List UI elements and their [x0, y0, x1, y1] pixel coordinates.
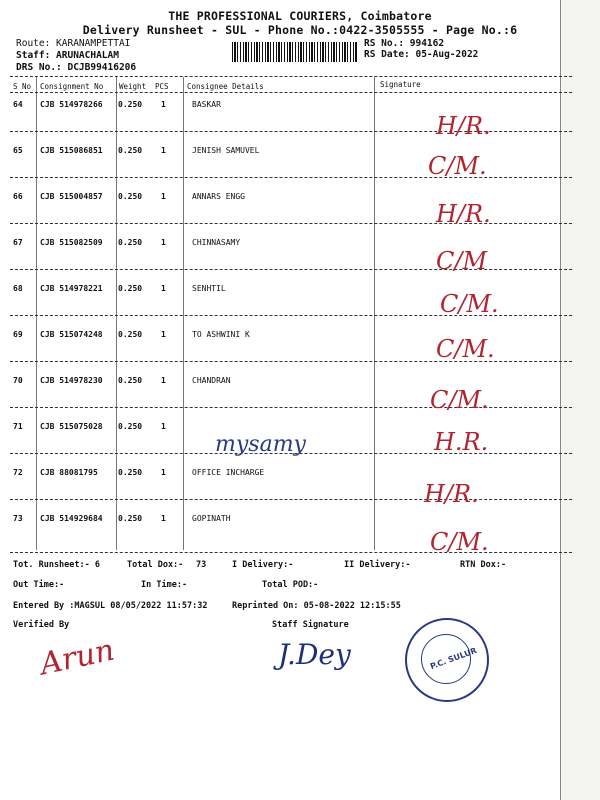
row-weight: 0.250 — [118, 468, 143, 477]
signature-64: H/R. — [436, 112, 491, 140]
row-sno: 71 — [13, 422, 23, 431]
col-divider — [36, 77, 37, 550]
row-separator — [10, 499, 572, 500]
signature-69: C/M. — [436, 335, 495, 363]
in-time: In Time:- — [141, 580, 188, 590]
row-separator — [10, 177, 572, 178]
consignee-signature-71: mysamy — [215, 432, 306, 457]
total-dox-label: Total Dox:- — [127, 560, 184, 570]
signature-70: C/M. — [430, 386, 489, 414]
row-pcs: 1 — [161, 146, 166, 155]
staff-signature: J.Dey — [278, 638, 351, 671]
row-consignee: BASKAR — [192, 100, 221, 109]
runsheet-title: Delivery Runsheet - SUL - Phone No.:0422-3505555 - Page No.:6 — [82, 23, 518, 37]
row-consignment-no: CJB 515086851 — [40, 146, 103, 155]
i-delivery: I Delivery:- — [232, 560, 294, 570]
staff-signature-label: Staff Signature — [272, 620, 349, 630]
row-sno: 73 — [13, 514, 23, 523]
office-stamp — [405, 618, 489, 702]
row-consignee: JENISH SAMUVEL — [192, 146, 260, 155]
col-consignee: Consignee Details — [187, 82, 264, 91]
row-pcs: 1 — [161, 376, 166, 385]
row-weight: 0.250 — [118, 422, 143, 431]
barcode — [232, 42, 357, 62]
row-consignment-no: CJB 88081795 — [40, 468, 98, 477]
total-pod: Total POD:- — [262, 580, 319, 590]
row-weight: 0.250 — [118, 100, 143, 109]
row-weight: 0.250 — [118, 238, 143, 247]
row-weight: 0.250 — [118, 376, 143, 385]
signature-73: C/M. — [430, 528, 489, 556]
row-consignment-no: CJB 514978266 — [40, 100, 103, 109]
col-divider — [116, 77, 117, 550]
row-pcs: 1 — [161, 238, 166, 247]
stamp-text: P.C. SULUR — [428, 645, 478, 672]
row-consignee: CHANDRAN — [192, 376, 231, 385]
row-pcs: 1 — [161, 284, 166, 293]
col-divider — [374, 77, 375, 550]
row-consignment-no: CJB 514929684 — [40, 514, 103, 523]
row-consignment-no: CJB 515082509 — [40, 238, 103, 247]
row-consignee: GOPINATH — [192, 514, 231, 523]
row-sno: 64 — [13, 100, 23, 109]
row-pcs: 1 — [161, 422, 166, 431]
entered-by: Entered By :MAGSUL 08/05/2022 11:57:32 — [13, 601, 208, 611]
table-top-rule — [10, 76, 572, 77]
signature-68: C/M. — [440, 290, 499, 318]
col-divider — [183, 77, 184, 550]
rtn-dox: RTN Dox:- — [460, 560, 507, 570]
row-consignment-no: CJB 514978221 — [40, 284, 103, 293]
route-label: Route: KARANAMPETTAI — [16, 38, 131, 49]
row-consignee: CHINNASAMY — [192, 238, 241, 247]
row-pcs: 1 — [161, 468, 166, 477]
col-signature: Signature — [380, 80, 421, 89]
row-weight: 0.250 — [118, 146, 143, 155]
row-sno: 67 — [13, 238, 23, 247]
signature-66: H/R. — [436, 200, 491, 228]
row-sno: 66 — [13, 192, 23, 201]
drs-number: DRS No.: DCJB99416206 — [16, 62, 137, 73]
row-consignee: ANNARS ENGG — [192, 192, 245, 201]
tot-runsheet: Tot. Runsheet:- 6 — [13, 560, 100, 570]
col-sno: S No — [13, 82, 32, 91]
col-consignment: Consignment No — [40, 82, 104, 91]
row-pcs: 1 — [161, 330, 166, 339]
col-weight: Weight — [119, 82, 147, 91]
rs-number: RS No.: 994162 — [364, 38, 445, 49]
row-weight: 0.250 — [118, 514, 143, 523]
reprinted-on: Reprinted On: 05-08-2022 12:15:55 — [232, 601, 401, 611]
signature-67: C/M — [436, 247, 488, 275]
row-pcs: 1 — [161, 100, 166, 109]
company-title: THE PROFESSIONAL COURIERS, Coimbatore — [168, 9, 432, 23]
signature-72: H/R. — [424, 480, 479, 508]
verified-by-label: Verified By — [13, 620, 70, 630]
row-consignee: OFFICE INCHARGE — [192, 468, 265, 477]
row-sno: 69 — [13, 330, 23, 339]
signature-71: H.R. — [434, 428, 489, 456]
row-weight: 0.250 — [118, 192, 143, 201]
row-consignment-no: CJB 515074248 — [40, 330, 103, 339]
table-bottom-rule — [10, 552, 572, 553]
row-pcs: 1 — [161, 192, 166, 201]
row-separator — [10, 269, 572, 270]
row-weight: 0.250 — [118, 330, 143, 339]
row-sno: 68 — [13, 284, 23, 293]
row-consignment-no: CJB 515004857 — [40, 192, 103, 201]
ii-delivery: II Delivery:- — [344, 560, 411, 570]
row-sno: 65 — [13, 146, 23, 155]
rs-date: RS Date: 05-Aug-2022 — [364, 49, 479, 60]
total-dox-value: 73 — [196, 560, 207, 570]
row-pcs: 1 — [161, 514, 166, 523]
row-consignment-no: CJB 515075028 — [40, 422, 103, 431]
verified-signature: Arun — [37, 632, 118, 683]
row-sno: 70 — [13, 376, 23, 385]
row-sno: 72 — [13, 468, 23, 477]
row-weight: 0.250 — [118, 284, 143, 293]
col-pcs: PCS — [155, 82, 169, 91]
row-consignee: SENHTIL — [192, 284, 226, 293]
header-rule — [10, 92, 572, 93]
staff-label: Staff: ARUNACHALAM — [16, 50, 119, 61]
signature-65: C/M. — [428, 152, 487, 180]
row-consignment-no: CJB 514978230 — [40, 376, 103, 385]
row-consignee: TO ASHWINI K — [192, 330, 250, 339]
out-time: Out Time:- — [13, 580, 65, 590]
